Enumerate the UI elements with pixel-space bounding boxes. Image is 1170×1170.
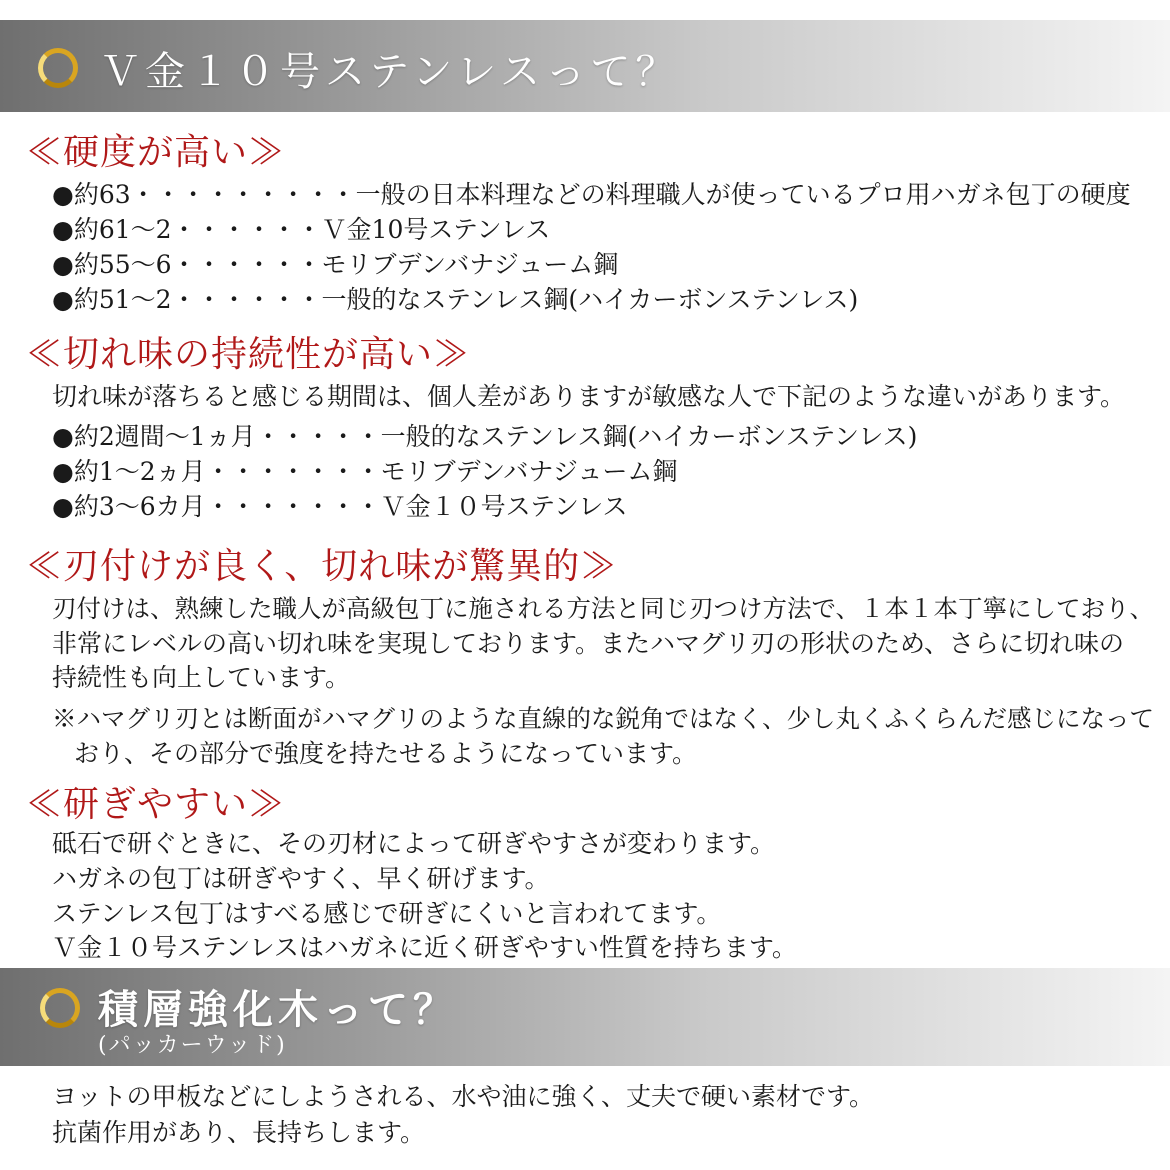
heading-durability: ≪切れ味の持続性が高い≫ xyxy=(26,334,471,375)
note-line: おり、その部分で強度を持たせるようになっています。 xyxy=(74,739,698,768)
paragraph-line: 刃付けは、熟練した職人が高級包丁に施される方法と同じ刃つけ方法で、１本１本丁寧にしており、 xyxy=(52,594,1155,623)
list-item: ●約51〜2・・・・・・一般的なステンレス鋼(ハイカーボンステンレス) xyxy=(52,285,859,314)
paragraph-line: ハガネの包丁は研ぎやすく、早く研げます。 xyxy=(52,864,550,893)
paragraph-line: ヨットの甲板などにしようされる、水や油に強く、丈夫で硬い素材です。 xyxy=(52,1082,875,1111)
paragraph-line: 非常にレベルの高い切れ味を実現しております。またハマグリ刃の形状のため、さらに切れ味の xyxy=(52,629,1125,658)
paragraph-line: ステンレス包丁はすべる感じで研ぎにくいと言われてます。 xyxy=(52,899,722,928)
banner-title: Ｖ金１０号ステンレスって？ xyxy=(100,49,681,95)
heading-hardness: ≪硬度が高い≫ xyxy=(26,132,286,173)
section-banner-vkin xyxy=(0,20,1170,112)
list-item: ●約3〜6カ月・・・・・・・Ｖ金１０号ステンレス xyxy=(52,492,628,521)
paragraph-line: 持続性も向上しています。 xyxy=(52,663,351,692)
banner-title: 積層強化木って？ xyxy=(98,986,458,1033)
list-item: ●約61〜2・・・・・・Ｖ金10号ステンレス xyxy=(52,215,551,244)
banner-subtitle: (パッカーウッド) xyxy=(98,1033,287,1058)
paragraph-line: Ｖ金１０号ステンレスはハガネに近く研ぎやすい性質を持ちます。 xyxy=(52,933,797,962)
gold-ring-icon xyxy=(40,988,80,1028)
heading-sharpness: ≪刃付けが良く、切れ味が驚異的≫ xyxy=(26,546,618,587)
paragraph-line: 砥石で研ぐときに、その刃材によって研ぎやすさが変わります。 xyxy=(52,829,776,858)
list-item: ●約2週間〜1ヵ月・・・・・一般的なステンレス鋼(ハイカーボンステンレス) xyxy=(52,422,918,451)
list-item: ●約55〜6・・・・・・モリブデンバナジューム鋼 xyxy=(52,250,619,279)
list-item: ●約63・・・・・・・・・一般の日本料理などの料理職人が使っているプロ用ハガネ包丁の硬度 xyxy=(52,180,1131,209)
list-item: ●約1〜2ヵ月・・・・・・・モリブデンバナジューム鋼 xyxy=(52,457,678,486)
intro-text: 切れ味が落ちると感じる期間は、個人差がありますが敏感な人で下記のような違いがあります。 xyxy=(52,382,1126,411)
note-line: ※ハマグリ刃とは断面がハマグリのような直線的な鋭角ではなく、少し丸くふくらんだ感じになって xyxy=(52,704,1155,733)
section-banner-pakka xyxy=(0,968,1170,1066)
heading-sharpening: ≪研ぎやすい≫ xyxy=(26,784,286,825)
gold-ring-icon xyxy=(38,48,78,88)
paragraph-line: 抗菌作用があり、長持ちします。 xyxy=(52,1118,426,1147)
